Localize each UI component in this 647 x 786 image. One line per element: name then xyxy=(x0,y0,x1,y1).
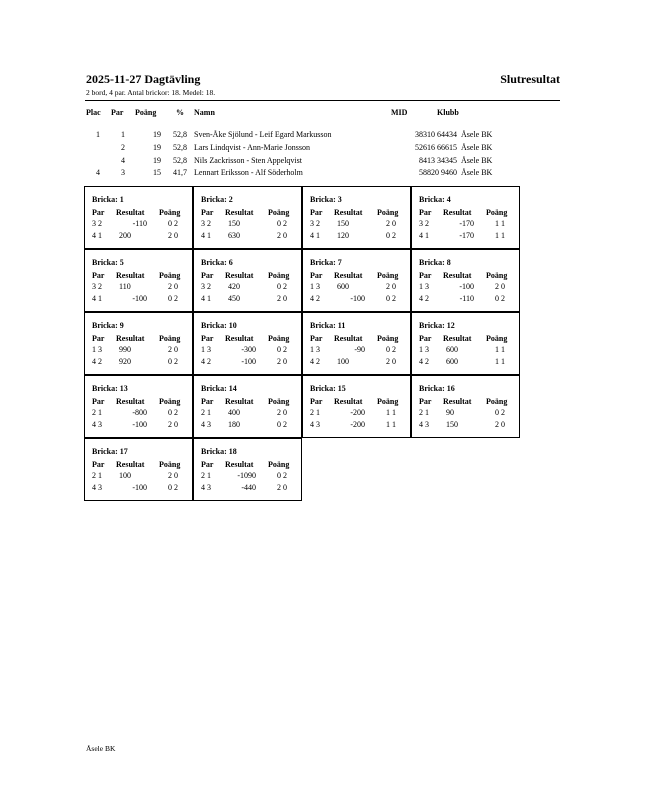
board-title: Bricka: 11 xyxy=(310,321,346,330)
row-par: 1 xyxy=(121,130,125,139)
board-col-poang: Poäng xyxy=(377,271,399,280)
board-col-par: Par xyxy=(310,334,323,343)
board-row-resultat: 400 xyxy=(228,408,240,417)
board-row-poang: 0 2 xyxy=(168,294,178,303)
board-box xyxy=(84,438,193,501)
board-row-resultat: 150 xyxy=(337,219,349,228)
board-row-par: 1 3 xyxy=(419,282,429,291)
board-row-poang: 2 0 xyxy=(277,408,287,417)
board-row-resultat: -90 xyxy=(354,345,365,354)
board-row-par: 1 3 xyxy=(92,345,102,354)
board-title: Bricka: 17 xyxy=(92,447,128,456)
board-box xyxy=(193,375,302,438)
row-klubb: Åsele BK xyxy=(461,130,493,139)
board-box xyxy=(193,186,302,249)
board-col-resultat: Resultat xyxy=(225,208,254,217)
row-klubb: Åsele BK xyxy=(461,168,493,177)
row-poang: 19 xyxy=(153,156,161,165)
board-row-par: 4 3 xyxy=(310,420,320,429)
row-percent: 41,7 xyxy=(173,168,187,177)
board-col-resultat: Resultat xyxy=(225,271,254,280)
board-col-poang: Poäng xyxy=(268,208,290,217)
board-col-poang: Poäng xyxy=(268,271,290,280)
board-col-poang: Poäng xyxy=(377,334,399,343)
board-col-par: Par xyxy=(419,397,432,406)
board-col-par: Par xyxy=(419,271,432,280)
board-col-par: Par xyxy=(201,460,214,469)
board-row-resultat: -100 xyxy=(132,483,147,492)
board-row-par: 1 3 xyxy=(310,282,320,291)
board-row-par: 4 3 xyxy=(201,483,211,492)
board-box xyxy=(84,186,193,249)
board-row-poang: 2 0 xyxy=(386,357,396,366)
board-col-poang: Poäng xyxy=(159,460,181,469)
col-header-par: Par xyxy=(111,108,124,117)
board-box xyxy=(411,375,520,438)
event-summary: 2 bord, 4 par. Antal brickor: 18. Medel: 18. xyxy=(86,88,216,97)
board-row-resultat: -300 xyxy=(241,345,256,354)
board-row-poang: 0 2 xyxy=(386,294,396,303)
board-col-resultat: Resultat xyxy=(225,397,254,406)
board-title: Bricka: 18 xyxy=(201,447,237,456)
board-col-par: Par xyxy=(419,208,432,217)
board-col-resultat: Resultat xyxy=(443,334,472,343)
row-namn: Lars Lindqvist - Ann-Marie Jonsson xyxy=(194,143,310,152)
board-row-resultat: 600 xyxy=(446,345,458,354)
row-mid: 8413 34345 xyxy=(419,156,457,165)
row-mid: 58820 9460 xyxy=(419,168,457,177)
board-row-poang: 2 0 xyxy=(168,282,178,291)
board-row-poang: 2 0 xyxy=(168,345,178,354)
board-row-resultat: -440 xyxy=(241,483,256,492)
board-row-poang: 0 2 xyxy=(386,345,396,354)
board-row-par: 3 2 xyxy=(310,219,320,228)
board-row-poang: 0 2 xyxy=(277,471,287,480)
header-divider xyxy=(85,100,560,101)
board-col-resultat: Resultat xyxy=(116,397,145,406)
board-col-par: Par xyxy=(310,271,323,280)
board-title: Bricka: 8 xyxy=(419,258,451,267)
board-row-resultat: 600 xyxy=(337,282,349,291)
board-row-resultat: -170 xyxy=(459,219,474,228)
board-row-par: 2 1 xyxy=(419,408,429,417)
board-row-resultat: 150 xyxy=(446,420,458,429)
board-box xyxy=(302,249,411,312)
board-title: Bricka: 14 xyxy=(201,384,237,393)
board-title: Bricka: 3 xyxy=(310,195,342,204)
page-title: 2025-11-27 Dagtävling xyxy=(86,72,201,86)
board-col-par: Par xyxy=(201,208,214,217)
row-percent: 52,8 xyxy=(173,143,187,152)
board-row-poang: 2 0 xyxy=(277,483,287,492)
row-poang: 15 xyxy=(153,168,161,177)
board-box xyxy=(411,312,520,375)
board-title: Bricka: 12 xyxy=(419,321,455,330)
board-box xyxy=(302,312,411,375)
board-col-poang: Poäng xyxy=(268,397,290,406)
result-type-title: Slutresultat xyxy=(500,72,560,86)
board-row-resultat: 90 xyxy=(446,408,454,417)
board-row-par: 3 2 xyxy=(419,219,429,228)
board-row-poang: 0 2 xyxy=(277,219,287,228)
board-col-resultat: Resultat xyxy=(334,208,363,217)
board-box xyxy=(84,249,193,312)
board-col-resultat: Resultat xyxy=(116,460,145,469)
board-title: Bricka: 5 xyxy=(92,258,124,267)
board-col-resultat: Resultat xyxy=(443,271,472,280)
board-row-par: 4 2 xyxy=(419,294,429,303)
board-row-resultat: 100 xyxy=(337,357,349,366)
row-klubb: Åsele BK xyxy=(461,156,493,165)
board-col-poang: Poäng xyxy=(486,397,508,406)
board-row-poang: 2 0 xyxy=(168,231,178,240)
col-header-plac: Plac xyxy=(86,108,101,117)
board-box xyxy=(302,375,411,438)
board-row-par: 1 3 xyxy=(201,345,211,354)
board-row-resultat: -800 xyxy=(132,408,147,417)
board-row-poang: 0 2 xyxy=(277,345,287,354)
board-title: Bricka: 9 xyxy=(92,321,124,330)
board-row-poang: 1 1 xyxy=(495,231,505,240)
board-row-resultat: -100 xyxy=(241,357,256,366)
board-row-resultat: -170 xyxy=(459,231,474,240)
board-row-resultat: 920 xyxy=(119,357,131,366)
board-row-par: 4 1 xyxy=(419,231,429,240)
board-col-par: Par xyxy=(92,460,105,469)
board-title: Bricka: 15 xyxy=(310,384,346,393)
board-row-poang: 0 2 xyxy=(168,219,178,228)
board-row-resultat: 150 xyxy=(228,219,240,228)
board-row-resultat: -100 xyxy=(459,282,474,291)
board-row-poang: 0 2 xyxy=(386,231,396,240)
board-row-par: 2 1 xyxy=(310,408,320,417)
board-col-par: Par xyxy=(201,397,214,406)
row-namn: Lennart Eriksson - Alf Söderholm xyxy=(194,168,303,177)
board-row-resultat: -100 xyxy=(132,294,147,303)
col-header-percent: % xyxy=(176,108,184,117)
board-row-par: 4 1 xyxy=(201,231,211,240)
board-row-poang: 0 2 xyxy=(495,294,505,303)
row-poang: 19 xyxy=(153,143,161,152)
board-row-resultat: -110 xyxy=(459,294,474,303)
board-row-par: 4 1 xyxy=(201,294,211,303)
board-col-par: Par xyxy=(92,397,105,406)
board-title: Bricka: 7 xyxy=(310,258,342,267)
board-row-poang: 0 2 xyxy=(277,282,287,291)
board-col-resultat: Resultat xyxy=(334,397,363,406)
board-box xyxy=(193,312,302,375)
board-col-poang: Poäng xyxy=(159,397,181,406)
board-row-par: 4 3 xyxy=(419,420,429,429)
row-klubb: Åsele BK xyxy=(461,143,493,152)
col-header-klubb: Klubb xyxy=(437,108,459,117)
board-row-par: 3 2 xyxy=(201,219,211,228)
board-col-par: Par xyxy=(419,334,432,343)
board-row-par: 4 3 xyxy=(92,420,102,429)
board-box xyxy=(84,312,193,375)
board-title: Bricka: 4 xyxy=(419,195,451,204)
board-row-poang: 2 0 xyxy=(386,282,396,291)
board-row-resultat: -110 xyxy=(132,219,147,228)
board-col-par: Par xyxy=(310,397,323,406)
board-row-poang: 2 0 xyxy=(386,219,396,228)
board-row-par: 4 2 xyxy=(92,357,102,366)
board-row-par: 2 1 xyxy=(201,408,211,417)
board-title: Bricka: 13 xyxy=(92,384,128,393)
board-col-resultat: Resultat xyxy=(116,208,145,217)
row-percent: 52,8 xyxy=(173,156,187,165)
board-row-resultat: 600 xyxy=(446,357,458,366)
row-par: 4 xyxy=(121,156,125,165)
board-row-par: 3 2 xyxy=(92,282,102,291)
board-row-poang: 2 0 xyxy=(277,294,287,303)
board-row-poang: 0 2 xyxy=(168,357,178,366)
board-row-poang: 0 2 xyxy=(168,483,178,492)
board-row-poang: 2 0 xyxy=(168,420,178,429)
board-row-poang: 2 0 xyxy=(495,420,505,429)
board-row-par: 4 1 xyxy=(92,294,102,303)
board-row-par: 4 3 xyxy=(201,420,211,429)
board-row-par: 1 3 xyxy=(419,345,429,354)
board-col-resultat: Resultat xyxy=(334,334,363,343)
col-header-mid: MID xyxy=(391,108,408,117)
board-row-poang: 2 0 xyxy=(168,471,178,480)
board-row-resultat: 450 xyxy=(228,294,240,303)
board-row-par: 4 2 xyxy=(310,294,320,303)
row-par: 2 xyxy=(121,143,125,152)
col-header-namn: Namn xyxy=(194,108,215,117)
board-row-par: 3 2 xyxy=(92,219,102,228)
row-namn: Nils Zackrisson - Sten Appelqvist xyxy=(194,156,302,165)
board-box xyxy=(411,186,520,249)
board-col-poang: Poäng xyxy=(486,271,508,280)
row-mid: 52616 66615 xyxy=(415,143,457,152)
board-row-resultat: 990 xyxy=(119,345,131,354)
board-col-poang: Poäng xyxy=(486,208,508,217)
board-col-resultat: Resultat xyxy=(334,271,363,280)
col-header-poang: Poäng xyxy=(135,108,157,117)
board-row-par: 4 2 xyxy=(419,357,429,366)
row-percent: 52,8 xyxy=(173,130,187,139)
board-row-par: 4 1 xyxy=(310,231,320,240)
board-col-resultat: Resultat xyxy=(443,397,472,406)
board-row-resultat: -100 xyxy=(350,294,365,303)
board-col-par: Par xyxy=(201,334,214,343)
board-col-poang: Poäng xyxy=(377,208,399,217)
board-col-par: Par xyxy=(92,271,105,280)
board-col-resultat: Resultat xyxy=(116,271,145,280)
board-row-poang: 2 0 xyxy=(495,282,505,291)
board-row-par: 4 2 xyxy=(310,357,320,366)
board-row-resultat: 630 xyxy=(228,231,240,240)
board-col-par: Par xyxy=(310,208,323,217)
row-mid: 38310 64434 xyxy=(415,130,457,139)
board-row-poang: 0 2 xyxy=(495,408,505,417)
board-row-poang: 1 1 xyxy=(495,219,505,228)
board-title: Bricka: 10 xyxy=(201,321,237,330)
board-row-resultat: -200 xyxy=(350,408,365,417)
board-box xyxy=(302,186,411,249)
board-row-poang: 1 1 xyxy=(495,345,505,354)
board-row-resultat: 100 xyxy=(119,471,131,480)
board-row-par: 4 3 xyxy=(92,483,102,492)
row-plac: 1 xyxy=(96,130,100,139)
board-col-poang: Poäng xyxy=(268,334,290,343)
board-box xyxy=(411,249,520,312)
board-row-resultat: 420 xyxy=(228,282,240,291)
footer-club: Åsele BK xyxy=(86,744,116,753)
board-col-poang: Poäng xyxy=(159,208,181,217)
board-box xyxy=(193,438,302,501)
board-col-resultat: Resultat xyxy=(116,334,145,343)
board-col-poang: Poäng xyxy=(159,271,181,280)
board-col-poang: Poäng xyxy=(486,334,508,343)
board-col-poang: Poäng xyxy=(268,460,290,469)
board-col-poang: Poäng xyxy=(159,334,181,343)
board-col-resultat: Resultat xyxy=(443,208,472,217)
board-row-resultat: -100 xyxy=(132,420,147,429)
board-col-par: Par xyxy=(92,208,105,217)
board-title: Bricka: 6 xyxy=(201,258,233,267)
board-row-par: 4 1 xyxy=(92,231,102,240)
row-plac: 4 xyxy=(96,168,100,177)
board-col-resultat: Resultat xyxy=(225,334,254,343)
board-row-poang: 0 2 xyxy=(168,408,178,417)
board-row-par: 1 3 xyxy=(310,345,320,354)
board-col-par: Par xyxy=(201,271,214,280)
board-row-par: 2 1 xyxy=(92,408,102,417)
board-row-poang: 1 1 xyxy=(495,357,505,366)
board-row-poang: 1 1 xyxy=(386,420,396,429)
row-par: 3 xyxy=(121,168,125,177)
board-box xyxy=(84,375,193,438)
board-row-resultat: -1090 xyxy=(237,471,256,480)
row-poang: 19 xyxy=(153,130,161,139)
board-row-resultat: 180 xyxy=(228,420,240,429)
board-title: Bricka: 2 xyxy=(201,195,233,204)
board-title: Bricka: 1 xyxy=(92,195,124,204)
board-row-par: 2 1 xyxy=(92,471,102,480)
board-col-par: Par xyxy=(92,334,105,343)
board-title: Bricka: 16 xyxy=(419,384,455,393)
board-row-resultat: -200 xyxy=(350,420,365,429)
row-namn: Sven-Åke Sjölund - Leif Egard Markusson xyxy=(194,130,332,139)
board-row-resultat: 120 xyxy=(337,231,349,240)
board-row-poang: 1 1 xyxy=(386,408,396,417)
board-row-poang: 0 2 xyxy=(277,420,287,429)
board-col-poang: Poäng xyxy=(377,397,399,406)
board-box xyxy=(193,249,302,312)
board-row-par: 2 1 xyxy=(201,471,211,480)
board-row-resultat: 200 xyxy=(119,231,131,240)
board-row-poang: 2 0 xyxy=(277,231,287,240)
board-col-resultat: Resultat xyxy=(225,460,254,469)
board-row-par: 4 2 xyxy=(201,357,211,366)
board-row-resultat: 110 xyxy=(119,282,131,291)
board-row-par: 3 2 xyxy=(201,282,211,291)
board-row-poang: 2 0 xyxy=(277,357,287,366)
